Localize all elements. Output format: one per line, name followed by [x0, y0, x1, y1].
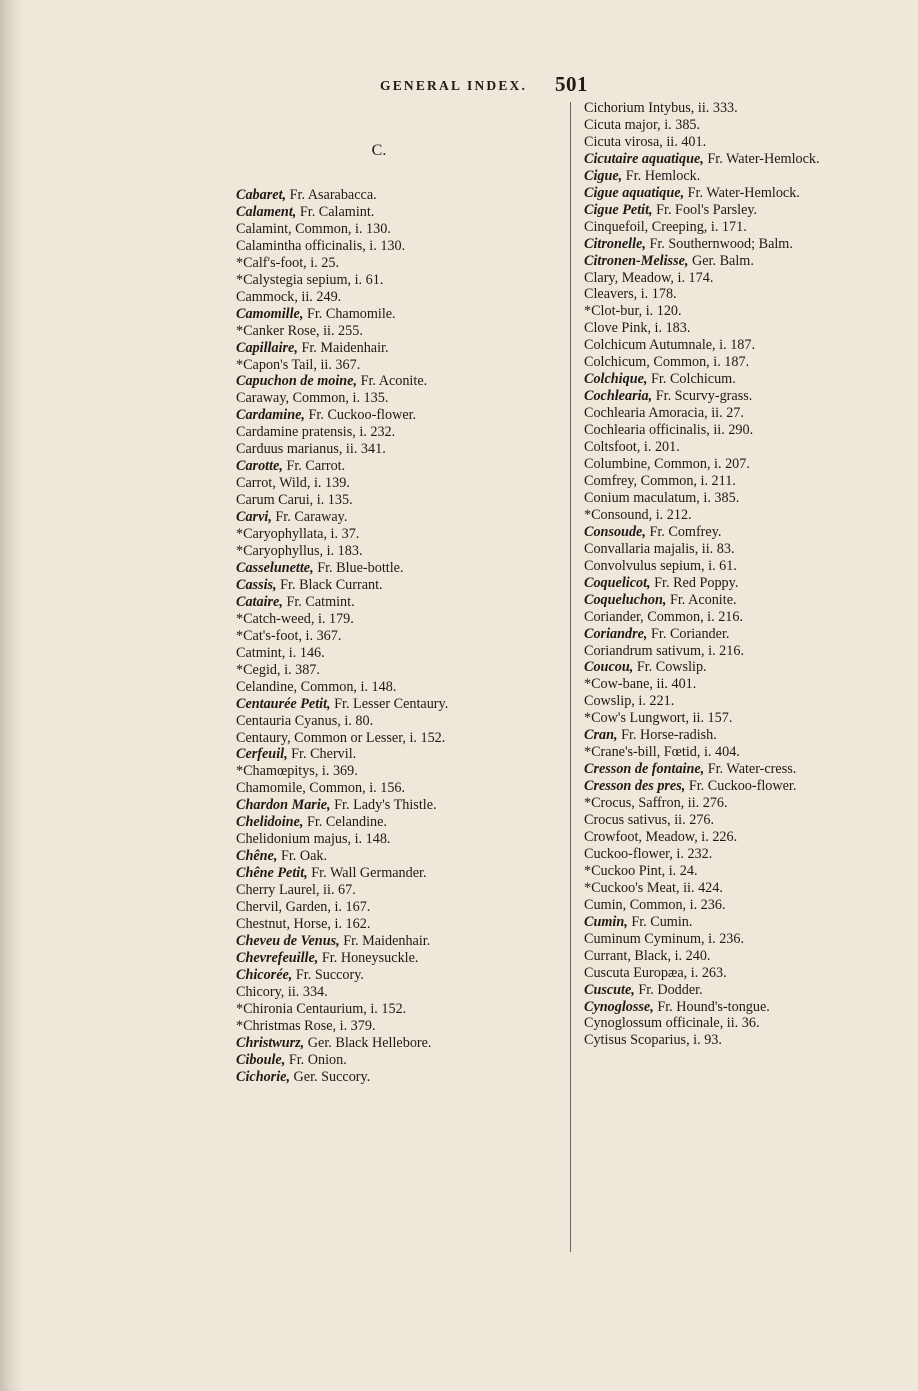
index-entry	[236, 831, 562, 848]
entry-text: Cherry Laurel, ii. 67.	[236, 882, 356, 899]
index-entry	[584, 1015, 918, 1032]
index-entry	[584, 676, 918, 693]
running-title: GENERAL INDEX.	[380, 78, 528, 93]
index-entry	[584, 812, 918, 829]
index-entry	[584, 524, 918, 541]
entry-text: Fr. Hemlock.	[622, 167, 701, 184]
entry-term: Cigue,	[584, 167, 623, 184]
index-entry	[584, 185, 918, 202]
index-entry	[584, 982, 918, 999]
index-entry	[236, 1035, 562, 1052]
index-entry	[584, 795, 918, 812]
entry-term: Chardon Marie,	[236, 797, 331, 814]
index-entry	[236, 1052, 562, 1069]
entry-term: Cigue Petit,	[584, 201, 653, 218]
index-entry	[236, 746, 562, 763]
entry-term: Ciboule,	[236, 1051, 286, 1068]
index-entry	[584, 778, 918, 795]
entry-text: *Cow-bane, ii. 401.	[584, 676, 697, 693]
index-entry	[236, 628, 562, 645]
entry-text: Calamint, Common, i. 130.	[236, 220, 391, 237]
entry-text: Celandine, Common, i. 148.	[236, 678, 397, 695]
index-entry	[236, 204, 562, 221]
index-entry	[584, 965, 918, 982]
entry-term: Cresson de fontaine,	[584, 761, 705, 778]
index-entry	[236, 645, 562, 662]
entry-text: Fr. Aconite.	[357, 373, 428, 390]
index-entry	[584, 439, 918, 456]
entry-text: Fr. Water-Hemlock.	[684, 184, 800, 201]
entry-text: Fr. Caraway.	[271, 509, 348, 526]
index-entry	[236, 713, 562, 730]
entry-text: Crowfoot, Meadow, i. 226.	[584, 828, 738, 845]
index-entry	[584, 100, 918, 117]
entry-term: Citronelle,	[584, 235, 646, 252]
index-entry	[236, 984, 562, 1001]
index-entry	[584, 626, 918, 643]
entry-text: *Crane's-bill, Fœtid, i. 404.	[584, 744, 740, 761]
index-entry	[584, 405, 918, 422]
index-entry	[584, 693, 918, 710]
entry-text: *Cegid, i. 387.	[236, 661, 320, 678]
entry-term: Colchique,	[584, 371, 648, 388]
index-entry	[236, 560, 562, 577]
entry-text: Chestnut, Horse, i. 162.	[236, 915, 371, 932]
entry-text: Coriander, Common, i. 216.	[584, 608, 744, 625]
entry-text: Fr. Onion.	[285, 1051, 347, 1068]
index-entry	[236, 696, 562, 713]
entry-text: Carrot, Wild, i. 139.	[236, 475, 350, 492]
entry-text: *Consound, i. 212.	[584, 506, 692, 523]
index-entry	[584, 761, 918, 778]
entry-text: Conium maculatum, i. 385.	[584, 489, 740, 506]
index-entry	[584, 253, 918, 270]
entry-term: Carvi,	[236, 509, 272, 526]
entry-text: Fr. Blue-bottle.	[313, 559, 404, 576]
entry-text: Fr. Dodder.	[634, 981, 703, 998]
index-entry	[584, 507, 918, 524]
running-head	[0, 72, 800, 102]
entry-term: Cichorie,	[236, 1068, 290, 1085]
entry-text: Caraway, Common, i. 135.	[236, 390, 389, 407]
entry-text: Fr. Water-Hemlock.	[703, 150, 820, 167]
index-entry	[236, 865, 562, 882]
index-entry	[584, 354, 918, 371]
entry-text: Centauria Cyanus, i. 80.	[236, 712, 374, 729]
entry-text: *Caryophyllata, i. 37.	[236, 526, 360, 543]
index-column-right	[584, 100, 918, 1049]
entry-text: Cochlearia Amoracia, ii. 27.	[584, 405, 744, 422]
entry-text: Fr. Hound's-tongue.	[653, 998, 770, 1015]
entry-text: *Chamœpitys, i. 369.	[236, 763, 358, 780]
entry-term: Cassis,	[236, 576, 277, 593]
index-entry	[584, 456, 918, 473]
entry-term: Calament,	[236, 203, 297, 220]
index-entry	[236, 679, 562, 696]
entry-text: Cytisus Scoparius, i. 93.	[584, 1032, 722, 1049]
entry-text: Convolvulus sepium, i. 61.	[584, 557, 737, 574]
entry-text: Carum Carui, i. 135.	[236, 492, 353, 509]
entry-text: Cicuta virosa, ii. 401.	[584, 133, 707, 150]
section-letter: C.	[371, 142, 387, 159]
index-entry	[236, 323, 562, 340]
entry-text: Fr. Cuckoo-flower.	[685, 778, 797, 795]
entry-text: Currant, Black, i. 240.	[584, 947, 711, 964]
index-entry	[236, 272, 562, 289]
entry-term: Centaurée Petit,	[236, 695, 331, 712]
index-entry	[236, 814, 562, 831]
index-entry	[236, 289, 562, 306]
entry-text: Cichorium Intybus, ii. 333.	[584, 100, 738, 116]
index-entry	[584, 422, 918, 439]
entry-term: Chêne Petit,	[236, 865, 308, 882]
entry-text: Cardamine pratensis, i. 232.	[236, 424, 396, 441]
index-entry	[584, 388, 918, 405]
index-entry	[236, 1001, 562, 1018]
entry-text: Fr. Honeysuckle.	[318, 949, 419, 966]
index-entry	[584, 490, 918, 507]
entry-text: Cuscuta Europæa, i. 263.	[584, 964, 727, 981]
entry-text: Fr. Asarabacca.	[286, 187, 377, 203]
index-entry	[236, 526, 562, 543]
index-entry	[236, 221, 562, 238]
entry-text: Fr. Cuckoo-flower.	[304, 407, 417, 424]
entry-text: Ger. Balm.	[688, 252, 754, 269]
index-entry	[584, 151, 918, 168]
entry-term: Cresson des pres,	[584, 778, 686, 795]
entry-text: Cumin, Common, i. 236.	[584, 896, 726, 913]
index-entry	[236, 848, 562, 865]
index-entry	[236, 594, 562, 611]
entry-text: Chelidonium majus, i. 148.	[236, 831, 391, 848]
column-divider	[570, 102, 571, 1252]
entry-text: Convallaria majalis, ii. 83.	[584, 540, 735, 557]
index-entry	[236, 662, 562, 679]
index-entry	[584, 202, 918, 219]
index-entry	[584, 558, 918, 575]
index-entry	[584, 609, 918, 626]
index-entry	[584, 286, 918, 303]
entry-text: Cynoglossum officinale, ii. 36.	[584, 1015, 760, 1032]
entry-text: Fr. Chervil.	[287, 746, 357, 763]
entry-text: Ger. Succory.	[290, 1068, 371, 1085]
entry-text: Fr. Black Currant.	[276, 576, 383, 593]
entry-term: Chêne,	[236, 848, 278, 865]
index-entry	[584, 592, 918, 609]
entry-text: *Catch-weed, i. 179.	[236, 610, 354, 627]
entry-term: Cardamine,	[236, 407, 305, 424]
index-entry	[584, 948, 918, 965]
page-edge-shadow	[0, 0, 22, 1391]
entry-text: Cammock, ii. 249.	[236, 288, 342, 305]
index-entry	[584, 999, 918, 1016]
index-entry	[236, 424, 562, 441]
index-entry	[584, 1032, 918, 1049]
index-entry	[236, 373, 562, 390]
entry-text: Colchicum Autumnale, i. 187.	[584, 337, 756, 354]
entry-term: Cataire,	[236, 593, 283, 610]
entry-text: Fr. Cumin.	[627, 913, 693, 930]
entry-term: Coquelicot,	[584, 574, 651, 591]
index-entry	[584, 643, 918, 660]
entry-text: Fr. Maidenhair.	[297, 339, 389, 356]
index-entry	[584, 863, 918, 880]
entry-text: *Capon's Tail, ii. 367.	[236, 356, 361, 373]
entry-term: Cynoglosse,	[584, 998, 654, 1015]
index-column-left	[236, 118, 562, 1086]
entry-text: *Cuckoo's Meat, ii. 424.	[584, 879, 723, 896]
index-entry	[236, 933, 562, 950]
index-entry	[236, 577, 562, 594]
index-entry	[236, 458, 562, 475]
entry-term: Casselunette,	[236, 559, 314, 576]
entry-text: Coriandrum sativum, i. 216.	[584, 642, 744, 659]
index-entry	[236, 967, 562, 984]
entry-text: Catmint, i. 146.	[236, 644, 325, 661]
index-entry	[584, 236, 918, 253]
entry-text: Clove Pink, i. 183.	[584, 320, 691, 337]
right-entries	[584, 100, 918, 1049]
entry-term: Cerfeuil,	[236, 746, 288, 763]
index-entry	[584, 541, 918, 558]
entry-term: Chelidoine,	[236, 814, 304, 831]
entry-term: Cicutaire aquatique,	[584, 150, 704, 167]
entry-text: Fr. Celandine.	[303, 814, 387, 831]
entry-text: *Cat's-foot, i. 367.	[236, 627, 342, 644]
entry-text: *Cuckoo Pint, i. 24.	[584, 862, 698, 879]
entry-text: Fr. Succory.	[292, 966, 364, 983]
index-entry	[236, 882, 562, 899]
entry-text: Fr. Calamint.	[296, 203, 375, 220]
entry-term: Cumin,	[584, 913, 628, 930]
entry-text: Cowslip, i. 221.	[584, 693, 675, 710]
index-entry	[584, 710, 918, 727]
entry-term: Coriandre,	[584, 625, 648, 642]
entry-text: Fr. Aconite.	[666, 591, 737, 608]
entry-text: *Christmas Rose, i. 379.	[236, 1017, 376, 1034]
index-entry	[236, 390, 562, 407]
index-entry	[584, 727, 918, 744]
entry-text: Fr. Colchicum.	[647, 371, 736, 388]
entry-text: Comfrey, Common, i. 211.	[584, 472, 736, 489]
index-entry	[236, 763, 562, 780]
index-entry	[236, 255, 562, 272]
index-entry	[236, 306, 562, 323]
entry-text: Fr. Southernwood; Balm.	[645, 235, 793, 252]
entry-term: Capuchon de moine,	[236, 373, 358, 390]
index-entry	[584, 897, 918, 914]
entry-text: Fr. Lady's Thistle.	[330, 797, 437, 814]
index-entry	[236, 1069, 562, 1086]
index-entry	[236, 509, 562, 526]
entry-text: Clary, Meadow, i. 174.	[584, 269, 714, 286]
index-entry	[236, 441, 562, 458]
index-entry	[584, 320, 918, 337]
index-entry	[236, 238, 562, 255]
entry-text: Carduus marianus, ii. 341.	[236, 441, 386, 458]
entry-term: Cheveu de Venus,	[236, 932, 340, 949]
entry-text: Cinquefoil, Creeping, i. 171.	[584, 218, 747, 235]
entry-term: Coucou,	[584, 659, 634, 676]
index-entry	[584, 371, 918, 388]
entry-term: Cochlearia,	[584, 388, 653, 405]
entry-text: Fr. Carrot.	[282, 458, 346, 475]
entry-text: Chervil, Garden, i. 167.	[236, 899, 371, 916]
entry-text: *Caryophyllus, i. 183.	[236, 543, 363, 560]
entry-text: Coltsfoot, i. 201.	[584, 439, 680, 456]
entry-text: *Canker Rose, ii. 255.	[236, 322, 363, 339]
entry-term: Christwurz,	[236, 1034, 305, 1051]
index-entry	[584, 303, 918, 320]
index-entry	[584, 270, 918, 287]
page-number: 501	[555, 72, 588, 96]
index-entry	[584, 473, 918, 490]
index-entry	[584, 659, 918, 676]
left-entries	[236, 187, 562, 1086]
entry-term: Coqueluchon,	[584, 591, 667, 608]
index-entry	[236, 357, 562, 374]
entry-text: Fr. Wall Germander.	[307, 865, 427, 882]
entry-term: Cabaret,	[236, 187, 287, 203]
index-entry	[236, 475, 562, 492]
index-entry	[584, 829, 918, 846]
index-entry	[584, 117, 918, 134]
index-entry	[236, 730, 562, 747]
entry-text: Cleavers, i. 178.	[584, 286, 677, 303]
entry-text: Cuckoo-flower, i. 232.	[584, 845, 713, 862]
entry-text: Cicuta major, i. 385.	[584, 116, 701, 133]
index-entry	[236, 492, 562, 509]
entry-text: Fr. Coriander.	[647, 625, 730, 642]
entry-text: Fr. Lesser Centaury.	[330, 695, 449, 712]
index-entry	[236, 340, 562, 357]
entry-text: Fr. Catmint.	[282, 593, 355, 610]
index-entry	[584, 337, 918, 354]
entry-text: Colchicum, Common, i. 187.	[584, 354, 750, 371]
entry-text: *Cow's Lungwort, ii. 157.	[584, 710, 733, 727]
index-entry	[236, 187, 562, 204]
entry-text: *Clot-bur, i. 120.	[584, 303, 682, 320]
entry-text: Centaury, Common or Lesser, i. 152.	[236, 729, 446, 746]
index-entry	[584, 744, 918, 761]
entry-text: Chicory, ii. 334.	[236, 983, 328, 1000]
entry-term: Cigue aquatique,	[584, 184, 685, 201]
index-entry	[584, 575, 918, 592]
entry-text: *Calf's-foot, i. 25.	[236, 254, 340, 271]
index-entry	[236, 899, 562, 916]
index-entry	[236, 407, 562, 424]
index-entry	[236, 543, 562, 560]
entry-text: Fr. Horse-radish.	[617, 727, 717, 744]
entry-term: Camomille,	[236, 305, 304, 322]
entry-text: Fr. Fool's Parsley.	[652, 201, 758, 218]
entry-text: Fr. Scurvy-grass.	[652, 388, 753, 405]
entry-text: Fr. Red Poppy.	[650, 574, 739, 591]
entry-text: Fr. Oak.	[277, 848, 328, 865]
entry-term: Chicorée,	[236, 966, 293, 983]
index-entry	[584, 134, 918, 151]
entry-text: Fr. Water-cress.	[704, 761, 797, 778]
entry-term: Cuscute,	[584, 981, 635, 998]
entry-text: Fr. Cowslip.	[633, 659, 707, 676]
index-entry	[584, 846, 918, 863]
entry-text: *Chironia Centaurium, i. 152.	[236, 1000, 407, 1017]
index-entry	[236, 780, 562, 797]
index-entry	[236, 797, 562, 814]
index-entry	[584, 914, 918, 931]
entry-text: Fr. Chamomile.	[303, 305, 396, 322]
index-entry	[584, 931, 918, 948]
entry-text: Calamintha officinalis, i. 130.	[236, 237, 406, 254]
entry-term: Consoude,	[584, 523, 646, 540]
entry-text: Cochlearia officinalis, ii. 290.	[584, 422, 754, 439]
index-entry	[584, 168, 918, 185]
entry-term: Chevrefeuille,	[236, 949, 319, 966]
entry-text: Ger. Black Hellebore.	[304, 1034, 432, 1051]
entry-text: Crocus sativus, ii. 276.	[584, 812, 715, 829]
entry-term: Carotte,	[236, 458, 283, 475]
index-entry	[584, 219, 918, 236]
entry-text: Columbine, Common, i. 207.	[584, 456, 750, 473]
entry-term: Cran,	[584, 727, 618, 744]
index-entry	[236, 1018, 562, 1035]
entry-text: Fr. Comfrey.	[645, 523, 722, 540]
entry-term: Citronen-Melisse,	[584, 252, 689, 269]
entry-text: Fr. Maidenhair.	[339, 932, 431, 949]
entry-text: *Crocus, Saffron, ii. 276.	[584, 795, 728, 812]
index-entry	[236, 611, 562, 628]
index-entry	[236, 950, 562, 967]
index-entry	[236, 916, 562, 933]
entry-text: Cuminum Cyminum, i. 236.	[584, 930, 745, 947]
entry-text: Chamomile, Common, i. 156.	[236, 780, 406, 797]
entry-term: Capillaire,	[236, 339, 298, 356]
entry-text: *Calystegia sepium, i. 61.	[236, 271, 384, 288]
index-entry	[584, 880, 918, 897]
